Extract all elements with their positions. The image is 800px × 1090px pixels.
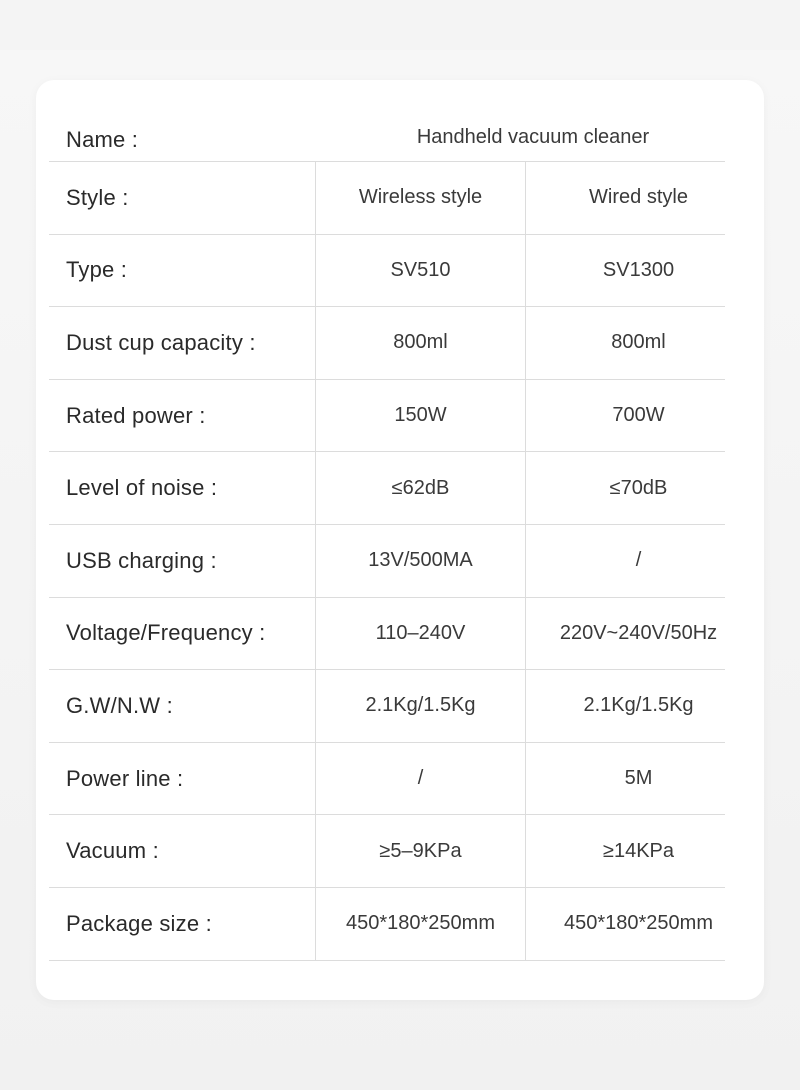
spec-row-vacuum	[49, 815, 725, 888]
wired-value: 220V~240V/50Hz	[525, 598, 751, 670]
row-label: Package size :	[66, 910, 212, 936]
row-label: Rated power :	[66, 402, 206, 428]
wired-value: ≥14KPa	[525, 815, 751, 887]
wired-value: 800ml	[525, 307, 751, 379]
product-name: Handheld vacuum cleaner	[416, 126, 650, 148]
spec-row-package-size	[49, 888, 725, 961]
wired-value: 450*180*250mm	[525, 888, 751, 960]
row-label: Level of noise :	[66, 475, 218, 501]
row-label: USB charging :	[66, 547, 217, 573]
wireless-value: ≤62dB	[315, 452, 525, 524]
spec-row-rated-power	[49, 380, 725, 453]
row-label: Vacuum :	[66, 838, 159, 864]
wireless-value: 450*180*250mm	[315, 888, 525, 960]
wireless-value: SV510	[315, 235, 525, 307]
spec-row-dust-cup	[49, 307, 725, 380]
wired-value: 700W	[525, 380, 751, 452]
spec-row-type	[49, 235, 725, 308]
spec-table	[49, 112, 725, 961]
row-label: G.W/N.W :	[66, 692, 173, 718]
wireless-value: 13V/500MA	[315, 525, 525, 597]
spec-row-name	[49, 112, 725, 162]
row-label: Name :	[66, 126, 139, 152]
spec-row-noise	[49, 452, 725, 525]
wireless-value: 2.1Kg/1.5Kg	[315, 670, 525, 742]
wired-value: 2.1Kg/1.5Kg	[525, 670, 751, 742]
row-label: Voltage/Frequency :	[66, 620, 266, 646]
row-label: Dust cup capacity :	[66, 329, 256, 355]
row-label: Type :	[66, 257, 128, 283]
spec-row-power-line	[49, 743, 725, 816]
wireless-value: /	[315, 743, 525, 815]
wireless-value: ≥5–9KPa	[315, 815, 525, 887]
spec-card	[36, 80, 764, 1000]
wired-value: /	[525, 525, 751, 597]
wireless-value: 800ml	[315, 307, 525, 379]
row-label: Style :	[66, 184, 129, 210]
wireless-value: Wireless style	[315, 162, 525, 234]
spec-row-style	[49, 162, 725, 235]
top-strip	[0, 0, 800, 50]
wired-value: ≤70dB	[525, 452, 751, 524]
row-label: Power line :	[66, 765, 184, 791]
wired-value: 5M	[525, 743, 751, 815]
spec-row-weight	[49, 670, 725, 743]
spec-row-voltage	[49, 598, 725, 671]
spec-row-usb-charging	[49, 525, 725, 598]
wired-value: SV1300	[525, 235, 751, 307]
wired-value: Wired style	[525, 162, 751, 234]
wireless-value: 150W	[315, 380, 525, 452]
wireless-value: 110–240V	[315, 598, 525, 670]
